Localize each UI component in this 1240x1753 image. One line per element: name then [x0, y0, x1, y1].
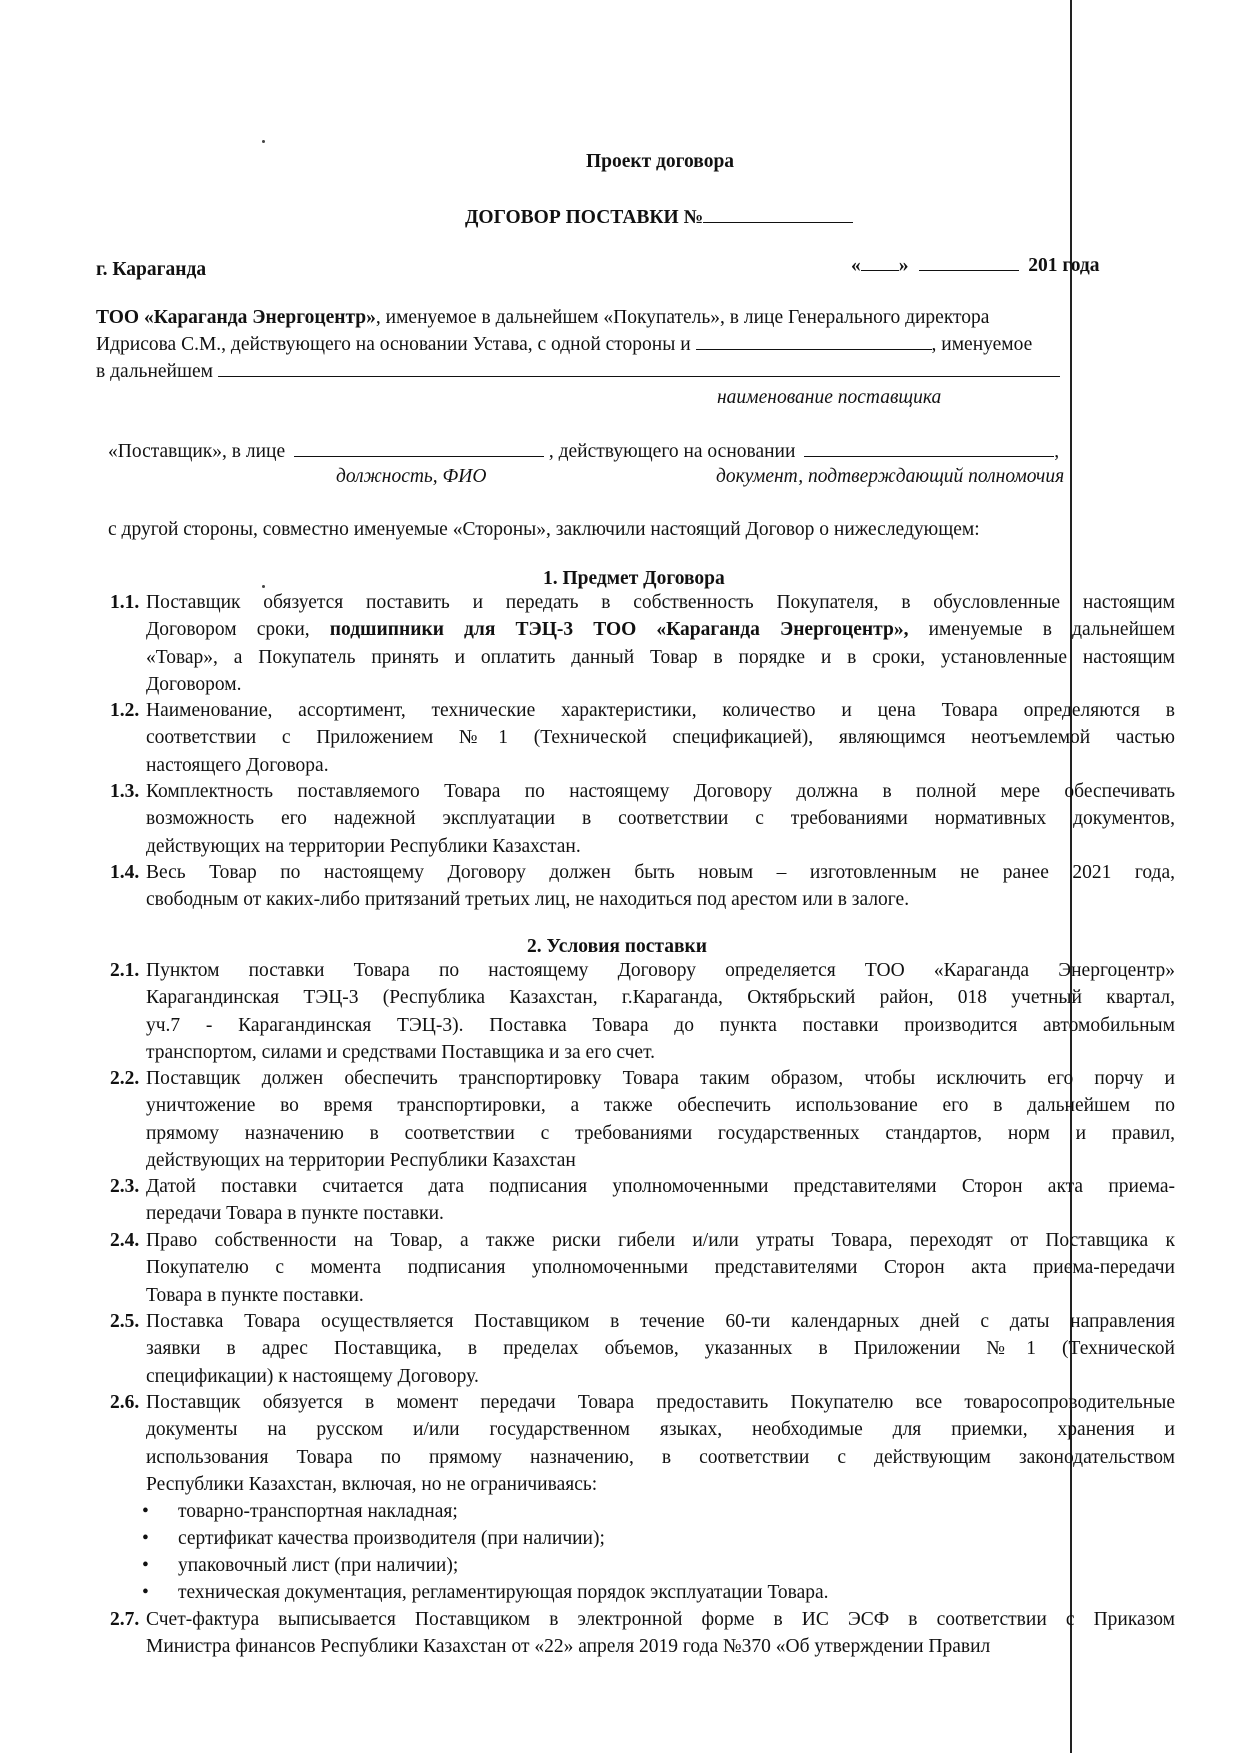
- clause-line: заявки в адрес Поставщика, в пределах объемов, указанных в Приложении №1 (Технической: [146, 1338, 1175, 1360]
- city: г. Караганда: [96, 259, 207, 280]
- clause-line: Договором.: [146, 673, 242, 695]
- bullet-icon: •: [142, 1582, 149, 1603]
- project-title: Проект договора: [585, 151, 735, 172]
- clause-line: документы на русском и/или государственном языках, необходимые для приемки, хранения и: [146, 1419, 1175, 1441]
- clause-line: прямому назначению в соответствии с требованиями государственных стандартов, норм и правил,: [146, 1122, 1175, 1144]
- clause-1-1: [110, 589, 1175, 698]
- clause-line: Весь Товар по настоящему Договору должен быть новым – изготовленным не ранее 2021 года,: [146, 862, 1175, 883]
- clause-line: Комплектность поставляемого Товара по настоящему Договору должна в полной мере обеспечивать: [146, 781, 1175, 802]
- clause-line: возможность его надежной эксплуатации в соответствии с требованиями нормативных документов,: [146, 808, 1175, 830]
- scan-speck: [262, 140, 265, 143]
- clause-line: Покупателю с момента подписания уполномоченными представителями Сторон акта приема-передачи: [146, 1257, 1175, 1279]
- clause-2-1: [110, 957, 1175, 1066]
- clause-1-3: [110, 778, 1175, 860]
- position-name-blank: [294, 438, 544, 457]
- caption-supplier-name: наименование поставщика: [717, 387, 942, 408]
- clause-number: 2.7.: [110, 1609, 140, 1630]
- supplier-name-blank: [696, 331, 932, 350]
- bullet-icon: •: [142, 1501, 149, 1522]
- list-item-text: сертификат качества производителя (при наличии);: [178, 1528, 605, 1549]
- clause-line: Поставщик должен обеспечить транспортировку Товара таким образом, чтобы исключить его порчу и: [146, 1068, 1175, 1089]
- clause-line: уч.7 - Карагандинская ТЭЦ-3). Поставка Товара до пункта поставки производится автомобильным: [146, 1014, 1175, 1036]
- clause-line: «Товар», а Покупатель принять и оплатить данный Товар в порядке и в сроки, установленные настоящим: [146, 646, 1175, 668]
- clause-number: 2.4.: [110, 1230, 140, 1251]
- clause-number: 2.3.: [110, 1176, 140, 1197]
- clause-line: Товара в пункте поставки.: [146, 1284, 364, 1306]
- clause-1-4: [110, 859, 1175, 914]
- list-item-text: товарно-транспортная накладная;: [178, 1501, 458, 1522]
- clause-2-5: [110, 1308, 1175, 1390]
- authority-document-blank: [804, 438, 1054, 457]
- contract-title: ДОГОВОР ПОСТАВКИ №: [465, 202, 853, 231]
- scan-speck: [262, 585, 265, 588]
- clause-line: Республики Казахстан, включая, но не ограничиваясь:: [146, 1473, 598, 1495]
- clause-line: транспортом, силами и средствами Поставщика и за его счет.: [146, 1041, 656, 1063]
- clause-line: Право собственности на Товар, а также риски гибели и/или утраты Товара, переходят от Поставщика к: [146, 1230, 1175, 1251]
- clause-line: спецификации) к настоящему Договору.: [146, 1365, 479, 1387]
- clause-line: Карагандинская ТЭЦ-3 (Республика Казахстан, г.Караганда, Октябрьский район, 018 учетный квартал,: [146, 987, 1175, 1009]
- day-blank: [861, 252, 899, 271]
- month-blank: [919, 252, 1019, 271]
- bullet-icon: •: [142, 1528, 149, 1549]
- section-2-title: 2. Условия поставки: [527, 936, 707, 957]
- clause-line: действующих на территории Республики Казахстан: [146, 1149, 576, 1171]
- clause-2-7: [110, 1606, 1175, 1661]
- clause-2-3: [110, 1173, 1175, 1228]
- clause-number: 1.1.: [110, 592, 140, 613]
- clause-number: 2.5.: [110, 1311, 140, 1332]
- list-item-text: упаковочный лист (при наличии);: [178, 1555, 459, 1576]
- contract-date: « » 201 года: [851, 252, 1100, 279]
- clause-line: Наименование, ассортимент, технические характеристики, количество и цена Товара определяются в: [146, 700, 1175, 721]
- clause-line: Поставщик обязуется поставить и передать в собственность Покупателя, в обусловленные настоящим: [146, 592, 1175, 613]
- clause-line: действующих на территории Республики Казахстан.: [146, 835, 581, 857]
- clause-line: соответствии с Приложением №1 (Технической спецификацией), являющимся неотъемлемой частью: [146, 727, 1175, 749]
- intro-line-2: Идрисова С.М., действующего на основании Устава, с одной стороны и , именуемое: [96, 331, 1173, 358]
- caption-position-name: должность, ФИО: [336, 466, 487, 487]
- clause-line: Пунктом поставки Товара по настоящему Договору определяется ТОО «Караганда Энергоцентр»: [146, 960, 1175, 981]
- supplier-fullname-blank: [218, 358, 1060, 377]
- section-1-title: 1. Предмет Договора: [543, 568, 725, 589]
- clause-line: использования Товара по прямому назначению, в соответствии с действующим законодательством: [146, 1446, 1175, 1468]
- clause-line: свободным от каких-либо притязаний третьих лиц, не находиться под арестом или в залоге.: [146, 889, 910, 911]
- clause-line: настоящего Договора.: [146, 754, 329, 776]
- clause-line: Договором сроки, подшипники для ТЭЦ-3 ТОО «Караганда Энергоцентр», именуемые в дальнейшем: [146, 619, 1176, 641]
- clause-number: 1.4.: [110, 862, 140, 883]
- clause-number: 2.2.: [110, 1068, 140, 1089]
- list-item-text: техническая документация, регламентирующая порядок эксплуатации Товара.: [178, 1582, 829, 1603]
- clause-line: Поставщик обязуется в момент передачи Товара предоставить Покупателю все товаросопроводительные: [146, 1392, 1175, 1413]
- clause-2-6: [110, 1389, 1175, 1498]
- clause-2-4: [110, 1227, 1175, 1309]
- clause-number: 2.1.: [110, 960, 140, 981]
- clause-number: 1.2.: [110, 700, 140, 721]
- clause-line: Министра финансов Республики Казахстан от «22» апреля 2019 года №370 «Об утверждении Правил: [146, 1636, 991, 1658]
- clause-number: 1.3.: [110, 781, 140, 802]
- clause-line: Поставка Товара осуществляется Поставщиком в течение 60-ти календарных дней с даты направления: [146, 1311, 1175, 1332]
- clause-2-2: [110, 1065, 1175, 1174]
- supplier-line: «Поставщик», в лице , действующего на основании ,: [108, 438, 1173, 465]
- bullet-icon: •: [142, 1555, 149, 1576]
- clause-line: Счет-фактура выписывается Поставщиком в электронной форме в ИС ЭСФ в соответствии с Приказом: [146, 1609, 1175, 1630]
- clause-line: уничтожение во время транспортировки, а также обеспечить использование его в дальнейшем по: [146, 1095, 1175, 1117]
- contract-number-blank: [703, 202, 853, 223]
- clause-line: Датой поставки считается дата подписания уполномоченными представителями Сторон акта приема-: [146, 1176, 1175, 1197]
- intro-line-3: в дальнейшем: [96, 358, 1060, 385]
- other-side-line: с другой стороны, совместно именуемые «Стороны», заключили настоящий Договор о нижеследующем:: [108, 519, 980, 540]
- caption-authority-document: документ, подтверждающий полномочия: [716, 466, 1065, 487]
- intro-line-1: ТОО «Караганда Энергоцентр», именуемое в дальнейшем «Покупатель», в лице Генерального директора: [96, 307, 990, 328]
- clause-1-2: [110, 697, 1175, 779]
- clause-number: 2.6.: [110, 1392, 140, 1413]
- clause-line: передачи Товара в пункте поставки.: [146, 1203, 444, 1225]
